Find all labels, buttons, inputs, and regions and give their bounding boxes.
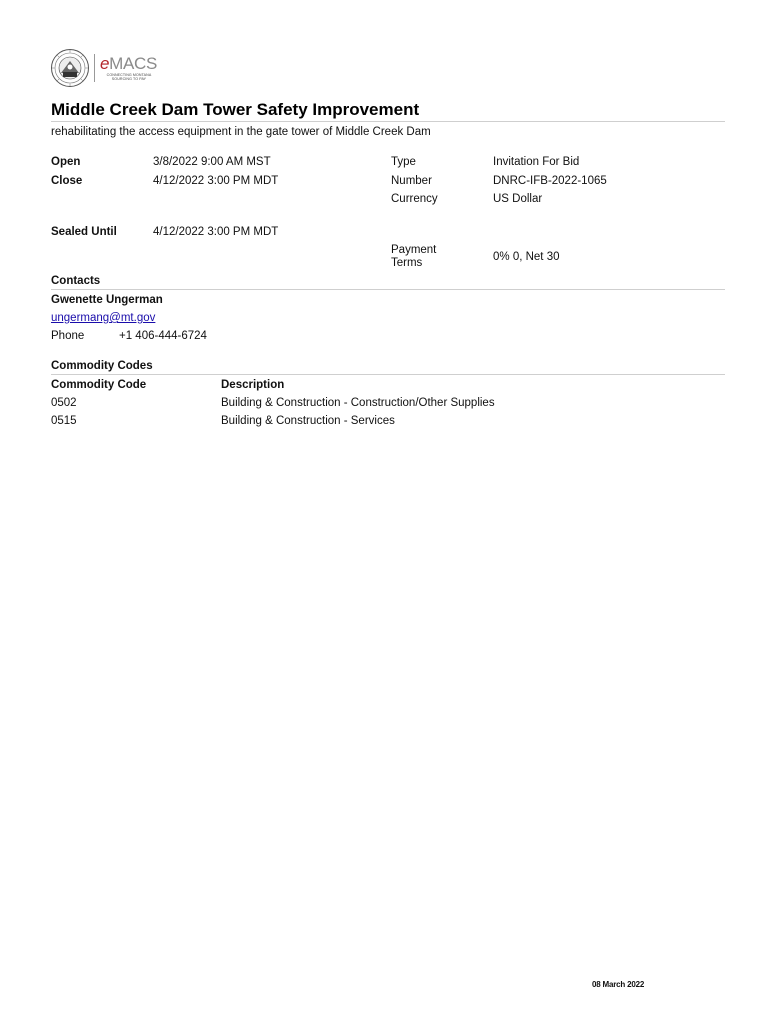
page-subtitle: rehabilitating the access equipment in the gate tower of Middle Creek Dam bbox=[51, 126, 431, 138]
payment-terms-label: Payment Terms bbox=[391, 244, 437, 269]
emacs-wordmark: eMACS bbox=[100, 54, 158, 73]
commodity-code-cell: 0515 bbox=[51, 415, 77, 427]
commodity-divider bbox=[51, 374, 725, 375]
open-label: Open bbox=[51, 156, 81, 168]
type-label: Type bbox=[391, 156, 416, 168]
title-divider bbox=[51, 121, 725, 122]
commodity-code-cell: 0502 bbox=[51, 397, 77, 409]
emacs-tagline: CONNECTING MONTANA SOURCING TO PAY bbox=[106, 73, 152, 82]
contact-email-link[interactable]: ungermang@mt.gov bbox=[51, 312, 156, 324]
commodity-description-cell: Building & Construction - Construction/Other Supplies bbox=[221, 397, 495, 409]
open-value: 3/8/2022 9:00 AM MST bbox=[153, 156, 271, 168]
close-value: 4/12/2022 3:00 PM MDT bbox=[153, 175, 279, 187]
sealed-until-value: 4/12/2022 3:00 PM MDT bbox=[153, 226, 279, 238]
page-title: Middle Creek Dam Tower Safety Improvement bbox=[51, 100, 420, 119]
contact-name: Gwenette Ungerman bbox=[51, 294, 163, 306]
contacts-heading: Contacts bbox=[51, 275, 101, 287]
currency-value: US Dollar bbox=[493, 193, 543, 205]
sealed-until-label: Sealed Until bbox=[51, 226, 117, 238]
number-value: DNRC-IFB-2022-1065 bbox=[493, 175, 607, 187]
logo-divider bbox=[94, 54, 95, 82]
column-header-description: Description bbox=[221, 379, 285, 391]
emacs-logo bbox=[50, 48, 160, 88]
close-label: Close bbox=[51, 175, 83, 187]
currency-label: Currency bbox=[391, 193, 438, 205]
payment-terms-value: 0% 0, Net 30 bbox=[493, 251, 560, 263]
commodity-description-cell: Building & Construction - Services bbox=[221, 415, 395, 427]
phone-label: Phone bbox=[51, 330, 85, 342]
type-value: Invitation For Bid bbox=[493, 156, 580, 168]
column-header-code: Commodity Code bbox=[51, 379, 147, 391]
contacts-divider bbox=[51, 289, 725, 290]
number-label: Number bbox=[391, 175, 432, 187]
footer-date: 08 March 2022 bbox=[592, 980, 645, 989]
commodity-heading: Commodity Codes bbox=[51, 360, 153, 372]
phone-value: +1 406-444-6724 bbox=[119, 330, 207, 342]
montana-seal-icon bbox=[50, 48, 90, 88]
